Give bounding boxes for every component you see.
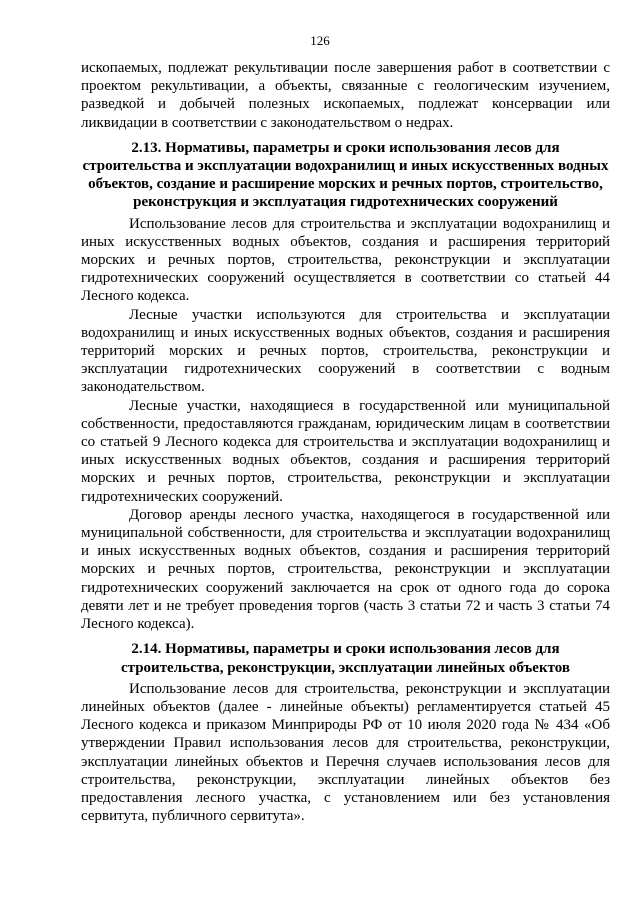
section-heading-2-13: 2.13. Нормативы, параметры и сроки использования лесов для строительства и эксплуатации водохранилищ и иных искусственных водных объектов, создание и расширение морских и речных портов, строительство, реконструкция и эксплуатация гидротехнических сооружений xyxy=(82,139,609,211)
section-2-13-paragraph: Договор аренды лесного участка, находящегося в государственной или муниципальной собственности, для строительства и эксплуатации водохранилищ и иных искусственных водных объектов, создания и расширения территорий морских и речных портов, строительства, реконструкции и эксплуатации гидротехнических сооружений заключается на срок от одного года до сорока девяти лет и не требует проведения торгов (часть 3 статьи 72 и часть 3 статьи 74 Лесного кодекса). xyxy=(81,506,610,633)
continued-paragraph: ископаемых, подлежат рекультивации после завершения работ в соответствии с проектом рекультивации, а объекты, связанные с геологическим изучением, разведкой и добычей полезных ископаемых, подлежат консервации или ликвидации в соответствии с законодательством о недрах. xyxy=(81,60,610,131)
page-number: 126 xyxy=(310,33,330,48)
section-2-14-paragraph: Использование лесов для строительства, реконструкции и эксплуатации линейных объектов (далее - линейные объекты) регламентируется статьей 45 Лесного кодекса и приказом Минприроды РФ от 10 июля 2020 года № 434 «Об утверждении Правил использования лесов для строительства, реконструкции, эксплуатации линейных объектов и Перечня случаев использования лесов для строительства, реконструкции, эксплуатации линейных объектов без предоставления лесного участка, с установлением или без установления сервитута, публичного сервитута». xyxy=(81,680,610,825)
section-2-13-paragraph: Использование лесов для строительства и эксплуатации водохранилищ и иных искусственных водных объектов, создания и расширения территорий морских и речных портов, строительства, реконструкции и эксплуатации гидротехнических сооружений осуществляется в соответствии со статьей 44 Лесного кодекса. xyxy=(81,215,610,305)
section-2-13-paragraph: Лесные участки используются для строительства и эксплуатации водохранилищ и иных искусственных водных объектов, создания и расширения территорий морских и речных портов, строительства, реконструкции и эксплуатации гидротехнических сооружений в соответствии с водным законодательством. xyxy=(81,306,610,396)
section-2-13-paragraph: Лесные участки, находящиеся в государственной или муниципальной собственности, предоставляются гражданам, юридическим лицам в соответствии со статьей 9 Лесного кодекса для строительства и эксплуатации водохранилищ и иных искусственных водных объектов, создания и расширения территорий морских и речных портов, строительства, реконструкции и эксплуатации гидротехнических сооружений. xyxy=(81,397,610,505)
section-heading-2-14: 2.14. Нормативы, параметры и сроки использования лесов для строительства, реконструкции, эксплуатации линейных объектов xyxy=(121,641,570,676)
page-content xyxy=(81,59,610,825)
